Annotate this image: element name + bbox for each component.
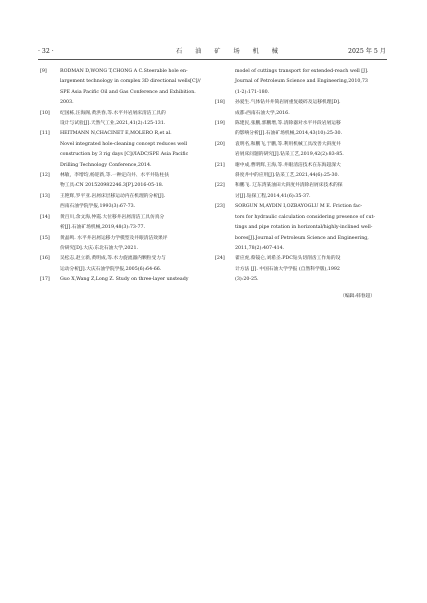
reference-line: Novel integrated hole-cleaning concept reduces well xyxy=(60,141,188,147)
reference-number: [13] xyxy=(40,193,50,199)
reference-line: 黄百川,余文海,仲霞.大位移井岩屑清洁工具仿真分 xyxy=(60,214,165,220)
reference-line: 讨[J].钻探工程,2014,41(6):35-37. xyxy=(235,193,311,199)
reference-line: (3):20-25. xyxy=(235,277,259,283)
reference-entry xyxy=(215,119,381,140)
reference-line: 成都:西南石油大学,2016. xyxy=(235,110,290,116)
reference-line: 2011,78(2):407-414. xyxy=(235,245,285,251)
reference-entry xyxy=(215,254,381,285)
reference-line: 吴松志,赵立新,黄明成,等.水力旋流器内颗粒受力与 xyxy=(60,256,166,262)
reference-entry xyxy=(40,234,206,255)
reference-entry xyxy=(40,171,206,192)
reference-entry xyxy=(40,129,206,171)
reference-line: 翟应虎,蔡镜仑,刘希圣.PDC钻头切削齿工作角的设 xyxy=(235,256,341,262)
reference-line: bores[J].Journal of Petroleum Science and Engineering, xyxy=(235,235,369,241)
journal-title: 石 油 矿 场 机 械 xyxy=(176,48,284,55)
reference-entry xyxy=(40,67,206,109)
reference-line: construction by 3 rig days [C]//IADC/SPE Asia Pacific xyxy=(60,152,189,158)
reference-number: [11] xyxy=(40,131,50,137)
reference-line: 袁明名,和鹏飞,于鹏,等.利用机械工具改善大斜度井 xyxy=(235,141,341,147)
reference-entry xyxy=(40,254,206,275)
header-rule xyxy=(38,59,387,60)
reference-line: 2003. xyxy=(60,100,74,106)
reference-number: [24] xyxy=(215,256,225,262)
references-left-column xyxy=(40,67,206,286)
reference-entry xyxy=(215,202,381,254)
issue-date: 2025 年 5 月 xyxy=(348,48,386,55)
reference-number: [18] xyxy=(215,100,225,106)
reference-line: 价研究[D].大庆:东北石油大学,2021. xyxy=(60,245,138,251)
reference-line: 析[J].石油矿场机械,2019,48(3):73-77. xyxy=(60,225,146,231)
reference-line: HEITMANN N,CHACINET E,MOLERO R,et al. xyxy=(60,131,172,137)
reference-number: [12] xyxy=(40,173,50,179)
reference-line: largement technology in complex 3D directional wells[C]// xyxy=(60,79,201,85)
reference-line: 西南石油学院学报,1993(3):67-73. xyxy=(60,204,136,210)
reference-line: 岩屑床问题的研究[J].钻采工艺,2019,42(2):83-85. xyxy=(235,152,344,158)
reference-line: 陈建民,张鹏,郭鹏增,等.清除器对水平井段岩屑运移 xyxy=(235,121,341,127)
reference-entry xyxy=(40,213,206,234)
reference-entry xyxy=(40,109,206,130)
reference-line: 计方法 [J]. 中国石油大学学报 (自然科学版),1992 xyxy=(235,266,340,272)
reference-line: SPE Asia Pacific Oil and Gas Conference and Exhibition. xyxy=(60,89,196,95)
reference-number: [9] xyxy=(40,69,47,74)
reference-number: [15] xyxy=(40,235,50,241)
reference-line: 纪国栋,汪海阁,黄洪春,等.水平井岩屑床清洁工具的 xyxy=(60,110,166,116)
reference-entry xyxy=(215,181,381,202)
reference-line: 设计与试验[J].天然气工业,2021,41(2):125-131. xyxy=(60,121,166,127)
reference-line: SORGUN M,AYDIN I,OZBAYOGLU M E. Friction fac- xyxy=(235,204,363,210)
reference-line: RODMAN D,WONG T,CHONG A C.Steerable hole en- xyxy=(60,69,188,74)
reference-number: [17] xyxy=(40,277,50,283)
reference-number: [20] xyxy=(215,141,225,147)
reference-line: 黄晶鸣. 水平井岩屑运移力学模型及井眼清洁效果评 xyxy=(60,235,168,241)
reference-entry xyxy=(215,98,381,119)
reference-line: tors for hydraulic calculation considering presence of cut- xyxy=(235,214,376,220)
reference-line: 和鹏飞. 辽东湾某油田大斜度井清除岩屑床技术的探 xyxy=(235,183,343,189)
reference-entry xyxy=(40,192,206,213)
reference-number: [19] xyxy=(215,121,225,127)
reference-entry xyxy=(215,161,381,182)
reference-line: Guo X,Wang Z,Long Z. Study on three-layer unsteady xyxy=(60,277,189,283)
reference-number: [10] xyxy=(40,110,50,116)
reference-line: Journal of Petroleum Science and Engineering,2010,73 xyxy=(235,79,368,85)
reference-number: [14] xyxy=(40,214,50,220)
reference-line: 孙爱生.气体钻井井筒岩屑重复破碎及运移机理[D]. xyxy=(235,100,341,106)
page-number: · 32 · xyxy=(38,48,54,55)
reference-line: (1-2):171-180. xyxy=(235,89,270,95)
editor-note: （编辑:韩春超） xyxy=(340,293,375,299)
reference-line: tings and pipe rotation in horizontal/highly-inclined well- xyxy=(235,225,373,231)
references-right-column xyxy=(215,67,381,302)
reference-line: 王艳辉,罗平亚.岩屑床层移运动内在机理的分析[J]. xyxy=(60,193,166,199)
reference-line: 运动分析[J].大庆石油学院学报,2005(6):64-66. xyxy=(60,266,162,272)
running-header xyxy=(38,46,386,58)
reference-number: [22] xyxy=(215,183,225,189)
reference-line: 的影响分析[J].石油矿场机械,2014,43(10):25-30. xyxy=(235,131,343,137)
reference-line: 林敏，李增均,杨迎新,等.一种定向井、水平井钻柱扶 xyxy=(60,173,170,179)
reference-number: [16] xyxy=(40,256,50,262)
reference-line: model of cuttings transport for extended-reach well [J]. xyxy=(235,69,369,74)
reference-line: Drilling Technology Conference,2014. xyxy=(60,162,152,168)
reference-number: [21] xyxy=(215,162,225,168)
reference-line: 物工具:CN 201520982246.3[P].2016-05-18. xyxy=(60,183,164,189)
reference-line: 斜度井中的应用[J].钻采工艺,2021,44(6):25-30. xyxy=(235,173,340,179)
reference-number: [23] xyxy=(215,204,225,210)
reference-entry xyxy=(40,275,206,285)
reference-entry xyxy=(215,67,381,98)
reference-entry xyxy=(215,140,381,161)
reference-line: 谢中成,曹明辉,王海,等.井眼清洁技术在东海超深大 xyxy=(235,162,341,168)
